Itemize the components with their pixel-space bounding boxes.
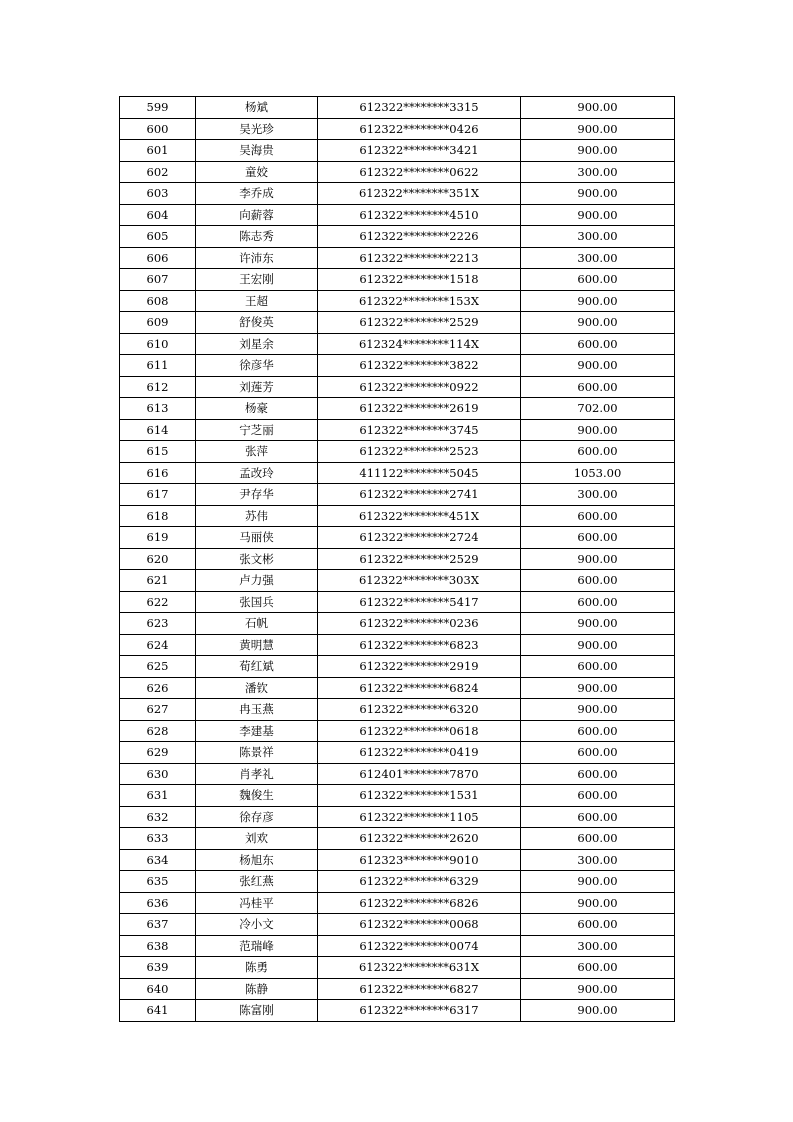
amount-cell: 900.00: [521, 355, 675, 377]
row-number-cell: 601: [120, 140, 196, 162]
id-number-cell: 612322********0622: [318, 161, 521, 183]
name-cell: 宁芝丽: [196, 419, 318, 441]
table-row: [120, 699, 675, 721]
name-cell: 王超: [196, 290, 318, 312]
amount-cell: 900.00: [521, 892, 675, 914]
table-row: [120, 656, 675, 678]
table-row: [120, 505, 675, 527]
id-number-cell: 612322********0068: [318, 914, 521, 936]
id-number-cell: 612322********0426: [318, 118, 521, 140]
amount-cell: 300.00: [521, 247, 675, 269]
amount-cell: 900.00: [521, 699, 675, 721]
name-cell: 李建基: [196, 720, 318, 742]
row-number-cell: 629: [120, 742, 196, 764]
name-cell: 冷小文: [196, 914, 318, 936]
id-number-cell: 612322********351X: [318, 183, 521, 205]
name-cell: 肖孝礼: [196, 763, 318, 785]
table-row: [120, 140, 675, 162]
name-cell: 徐彦华: [196, 355, 318, 377]
id-number-cell: 612322********3822: [318, 355, 521, 377]
amount-cell: 900.00: [521, 204, 675, 226]
amount-cell: 600.00: [521, 441, 675, 463]
table-row: [120, 441, 675, 463]
row-number-cell: 631: [120, 785, 196, 807]
row-number-cell: 624: [120, 634, 196, 656]
amount-cell: 300.00: [521, 935, 675, 957]
name-cell: 张文彬: [196, 548, 318, 570]
id-number-cell: 612322********1531: [318, 785, 521, 807]
table-row: [120, 978, 675, 1000]
name-cell: 杨旭东: [196, 849, 318, 871]
id-number-cell: 612322********6329: [318, 871, 521, 893]
amount-cell: 600.00: [521, 720, 675, 742]
row-number-cell: 606: [120, 247, 196, 269]
row-number-cell: 609: [120, 312, 196, 334]
table-row: [120, 806, 675, 828]
amount-cell: 600.00: [521, 376, 675, 398]
row-number-cell: 623: [120, 613, 196, 635]
name-cell: 陈勇: [196, 957, 318, 979]
id-number-cell: 612322********6317: [318, 1000, 521, 1022]
amount-cell: 600.00: [521, 591, 675, 613]
name-cell: 陈静: [196, 978, 318, 1000]
name-cell: 陈景祥: [196, 742, 318, 764]
table-row: [120, 355, 675, 377]
id-number-cell: 612322********0618: [318, 720, 521, 742]
table-row: [120, 634, 675, 656]
name-cell: 张红燕: [196, 871, 318, 893]
table-row: [120, 419, 675, 441]
row-number-cell: 622: [120, 591, 196, 613]
table-row: [120, 1000, 675, 1022]
row-number-cell: 625: [120, 656, 196, 678]
table-row: [120, 871, 675, 893]
id-number-cell: 612322********2529: [318, 312, 521, 334]
amount-cell: 600.00: [521, 957, 675, 979]
name-cell: 孟改玲: [196, 462, 318, 484]
amount-cell: 900.00: [521, 1000, 675, 1022]
table-row: [120, 484, 675, 506]
name-cell: 冯桂平: [196, 892, 318, 914]
table-row: [120, 527, 675, 549]
name-cell: 吴海贵: [196, 140, 318, 162]
name-cell: 石帆: [196, 613, 318, 635]
row-number-cell: 617: [120, 484, 196, 506]
name-cell: 马丽侠: [196, 527, 318, 549]
name-cell: 舒俊英: [196, 312, 318, 334]
name-cell: 苏伟: [196, 505, 318, 527]
table-row: [120, 785, 675, 807]
amount-cell: 900.00: [521, 290, 675, 312]
row-number-cell: 619: [120, 527, 196, 549]
table-row: [120, 204, 675, 226]
name-cell: 黄明慧: [196, 634, 318, 656]
id-number-cell: 612322********153X: [318, 290, 521, 312]
amount-cell: 900.00: [521, 419, 675, 441]
name-cell: 张萍: [196, 441, 318, 463]
row-number-cell: 632: [120, 806, 196, 828]
table-row: [120, 290, 675, 312]
id-number-cell: 612322********451X: [318, 505, 521, 527]
table-row: [120, 97, 675, 119]
table-row: [120, 742, 675, 764]
id-number-cell: 612322********2619: [318, 398, 521, 420]
roster-table: [119, 96, 675, 1022]
id-number-cell: 612322********5417: [318, 591, 521, 613]
id-number-cell: 612322********6823: [318, 634, 521, 656]
name-cell: 杨斌: [196, 97, 318, 119]
row-number-cell: 637: [120, 914, 196, 936]
row-number-cell: 628: [120, 720, 196, 742]
amount-cell: 600.00: [521, 763, 675, 785]
id-number-cell: 612322********6320: [318, 699, 521, 721]
name-cell: 刘莲芳: [196, 376, 318, 398]
amount-cell: 900.00: [521, 871, 675, 893]
name-cell: 陈富刚: [196, 1000, 318, 1022]
id-number-cell: 612322********2741: [318, 484, 521, 506]
amount-cell: 702.00: [521, 398, 675, 420]
id-number-cell: 612322********2724: [318, 527, 521, 549]
name-cell: 李乔成: [196, 183, 318, 205]
id-number-cell: 612322********2919: [318, 656, 521, 678]
amount-cell: 900.00: [521, 312, 675, 334]
amount-cell: 300.00: [521, 484, 675, 506]
row-number-cell: 618: [120, 505, 196, 527]
amount-cell: 600.00: [521, 527, 675, 549]
amount-cell: 900.00: [521, 183, 675, 205]
row-number-cell: 600: [120, 118, 196, 140]
name-cell: 王宏刚: [196, 269, 318, 291]
row-number-cell: 599: [120, 97, 196, 119]
id-number-cell: 612322********303X: [318, 570, 521, 592]
name-cell: 许沛东: [196, 247, 318, 269]
id-number-cell: 612322********0236: [318, 613, 521, 635]
table-row: [120, 957, 675, 979]
row-number-cell: 608: [120, 290, 196, 312]
table-row: [120, 677, 675, 699]
amount-cell: 300.00: [521, 849, 675, 871]
amount-cell: 600.00: [521, 505, 675, 527]
name-cell: 童姣: [196, 161, 318, 183]
table-row: [120, 161, 675, 183]
id-number-cell: 612322********3315: [318, 97, 521, 119]
id-number-cell: 612322********2213: [318, 247, 521, 269]
name-cell: 杨豪: [196, 398, 318, 420]
table-row: [120, 828, 675, 850]
row-number-cell: 630: [120, 763, 196, 785]
row-number-cell: 610: [120, 333, 196, 355]
table-row: [120, 570, 675, 592]
amount-cell: 900.00: [521, 548, 675, 570]
amount-cell: 900.00: [521, 613, 675, 635]
table-row: [120, 720, 675, 742]
row-number-cell: 607: [120, 269, 196, 291]
row-number-cell: 627: [120, 699, 196, 721]
table-row: [120, 591, 675, 613]
row-number-cell: 620: [120, 548, 196, 570]
roster-table-body: [120, 97, 675, 1022]
table-row: [120, 914, 675, 936]
id-number-cell: 612322********6824: [318, 677, 521, 699]
table-row: [120, 247, 675, 269]
id-number-cell: 612322********4510: [318, 204, 521, 226]
amount-cell: 900.00: [521, 140, 675, 162]
amount-cell: 900.00: [521, 634, 675, 656]
id-number-cell: 612322********2620: [318, 828, 521, 850]
table-row: [120, 376, 675, 398]
row-number-cell: 605: [120, 226, 196, 248]
table-row: [120, 613, 675, 635]
row-number-cell: 612: [120, 376, 196, 398]
name-cell: 范瑞峰: [196, 935, 318, 957]
amount-cell: 900.00: [521, 97, 675, 119]
table-row: [120, 333, 675, 355]
row-number-cell: 615: [120, 441, 196, 463]
id-number-cell: 612322********1105: [318, 806, 521, 828]
name-cell: 尹存华: [196, 484, 318, 506]
amount-cell: 600.00: [521, 806, 675, 828]
row-number-cell: 641: [120, 1000, 196, 1022]
id-number-cell: 612322********2226: [318, 226, 521, 248]
table-row: [120, 849, 675, 871]
row-number-cell: 633: [120, 828, 196, 850]
name-cell: 张国兵: [196, 591, 318, 613]
table-row: [120, 462, 675, 484]
row-number-cell: 639: [120, 957, 196, 979]
name-cell: 潘钦: [196, 677, 318, 699]
amount-cell: 600.00: [521, 828, 675, 850]
table-row: [120, 398, 675, 420]
row-number-cell: 621: [120, 570, 196, 592]
id-number-cell: 612324********114X: [318, 333, 521, 355]
id-number-cell: 612322********0419: [318, 742, 521, 764]
roster-sheet: [119, 96, 674, 1022]
table-row: [120, 226, 675, 248]
amount-cell: 600.00: [521, 269, 675, 291]
id-number-cell: 612322********3745: [318, 419, 521, 441]
amount-cell: 600.00: [521, 785, 675, 807]
row-number-cell: 604: [120, 204, 196, 226]
row-number-cell: 638: [120, 935, 196, 957]
table-row: [120, 892, 675, 914]
amount-cell: 300.00: [521, 226, 675, 248]
name-cell: 荀红斌: [196, 656, 318, 678]
table-row: [120, 312, 675, 334]
row-number-cell: 640: [120, 978, 196, 1000]
id-number-cell: 612322********0922: [318, 376, 521, 398]
id-number-cell: 612322********631X: [318, 957, 521, 979]
name-cell: 卢力强: [196, 570, 318, 592]
row-number-cell: 636: [120, 892, 196, 914]
name-cell: 刘星余: [196, 333, 318, 355]
amount-cell: 600.00: [521, 914, 675, 936]
id-number-cell: 612322********3421: [318, 140, 521, 162]
row-number-cell: 603: [120, 183, 196, 205]
amount-cell: 900.00: [521, 118, 675, 140]
row-number-cell: 634: [120, 849, 196, 871]
table-row: [120, 183, 675, 205]
id-number-cell: 612322********0074: [318, 935, 521, 957]
name-cell: 魏俊生: [196, 785, 318, 807]
name-cell: 向薪蓉: [196, 204, 318, 226]
name-cell: 冉玉燕: [196, 699, 318, 721]
table-row: [120, 548, 675, 570]
amount-cell: 600.00: [521, 333, 675, 355]
name-cell: 陈志秀: [196, 226, 318, 248]
id-number-cell: 612322********2523: [318, 441, 521, 463]
id-number-cell: 612323********9010: [318, 849, 521, 871]
id-number-cell: 612322********6827: [318, 978, 521, 1000]
name-cell: 刘欢: [196, 828, 318, 850]
table-row: [120, 269, 675, 291]
table-row: [120, 763, 675, 785]
table-row: [120, 118, 675, 140]
row-number-cell: 635: [120, 871, 196, 893]
row-number-cell: 626: [120, 677, 196, 699]
amount-cell: 600.00: [521, 742, 675, 764]
name-cell: 徐存彦: [196, 806, 318, 828]
name-cell: 吴光珍: [196, 118, 318, 140]
table-row: [120, 935, 675, 957]
amount-cell: 600.00: [521, 656, 675, 678]
amount-cell: 900.00: [521, 677, 675, 699]
amount-cell: 600.00: [521, 570, 675, 592]
row-number-cell: 611: [120, 355, 196, 377]
id-number-cell: 411122********5045: [318, 462, 521, 484]
amount-cell: 1053.00: [521, 462, 675, 484]
id-number-cell: 612322********2529: [318, 548, 521, 570]
id-number-cell: 612322********6826: [318, 892, 521, 914]
row-number-cell: 616: [120, 462, 196, 484]
amount-cell: 900.00: [521, 978, 675, 1000]
amount-cell: 300.00: [521, 161, 675, 183]
id-number-cell: 612401********7870: [318, 763, 521, 785]
row-number-cell: 602: [120, 161, 196, 183]
row-number-cell: 614: [120, 419, 196, 441]
row-number-cell: 613: [120, 398, 196, 420]
id-number-cell: 612322********1518: [318, 269, 521, 291]
